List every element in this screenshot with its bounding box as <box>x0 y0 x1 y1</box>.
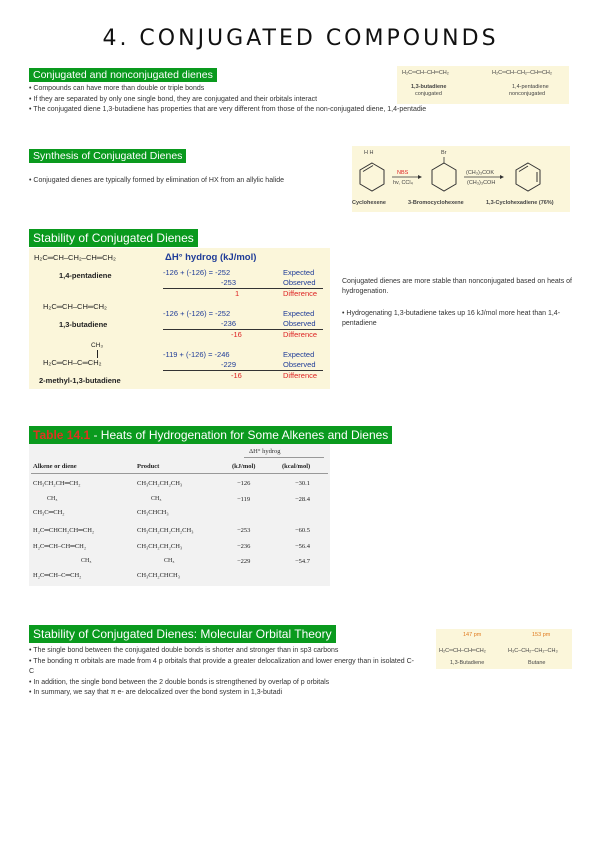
row3-alkene: H₂C═CHCH₂CH═CH₂ <box>33 527 95 534</box>
row2-kj: −119 <box>237 496 251 503</box>
enthalpy-block-3 <box>163 350 329 381</box>
difference-value: 1 <box>235 289 240 298</box>
col-alkene: Alkene or diene <box>33 463 77 470</box>
bond-length-figure <box>436 629 572 669</box>
section-heading-conjugated-dienes: Conjugated and nonconjugated dienes <box>29 68 217 82</box>
difference-label: Difference <box>283 371 318 380</box>
arrow-head-2 <box>500 175 504 179</box>
observed-value: -229 <box>221 360 237 369</box>
observed-label: Observed <box>283 319 316 328</box>
row4-kcal: −56.4 <box>295 543 311 550</box>
butadiene-structure: H₂C═CH–CH═CH₂ <box>402 70 449 76</box>
diene-comparison-figure <box>397 66 569 104</box>
butadiene-name: 1,3-butadiene <box>411 84 447 90</box>
s5-bullet: • The bonding π orbitals are made from 4 p orbitals that provide a greater delocalization and lower energy than in isolated C-C <box>29 657 419 678</box>
col-kj: (kJ/mol) <box>232 463 256 470</box>
cyclohexadiene-name: 1,3-Cyclohexadiene (76%) <box>486 200 554 206</box>
section-heading-mo-theory: Stability of Conjugated Dienes: Molecular Orbital Theory <box>29 625 336 643</box>
row1-product: CH₃CH₂CH₂CH₃ <box>137 480 183 487</box>
expected-calc: -126 + (-126) = -252 <box>163 268 231 277</box>
row4-kj: −236 <box>237 543 251 550</box>
diene-double-bond-1 <box>519 166 528 172</box>
isoprene-name: 2-methyl-1,3-butadiene <box>39 376 121 385</box>
methyl-group: CH₃ <box>91 342 104 349</box>
row2-product-methyl: CH₃ <box>151 496 162 502</box>
row2-kcal: −28.4 <box>295 496 311 503</box>
header-bottom-rule <box>31 473 328 474</box>
stability-note: • Hydrogenating 1,3-butadiene takes up 16 kJ/mol more heat than 1,4-pentadiene <box>342 310 561 327</box>
bromine-label: Br <box>441 150 447 156</box>
butane-bond-length: 153 pm <box>532 632 551 638</box>
difference-label: Difference <box>283 289 318 298</box>
butane-name: Butane <box>528 660 546 666</box>
butadiene-structure: H₂C═CH–CH═CH₂ <box>43 302 107 311</box>
pentadiene-structure: H₂C═CH–CH₂–CH═CH₂ <box>34 253 116 262</box>
pentadiene-name: 1,4-pentadiene <box>512 84 549 90</box>
s1-bullet: • The conjugated diene 1,3-butadiene has properties that are very different from those of the non-conjugated diene, 1,4-pentadie <box>29 105 509 116</box>
row2-alkene: CH₃C═CH₂ <box>33 509 65 516</box>
s1-bullet: • Compounds can have more than double or triple bonds <box>29 84 509 95</box>
enthalpy-block-1 <box>163 268 329 299</box>
row5-product: CH₃CH₂CHCH₃ <box>137 572 180 579</box>
synthesis-reaction-figure <box>352 146 570 212</box>
row1-kcal: −30.1 <box>295 480 311 487</box>
page-title: 4. CONJUGATED COMPOUNDS <box>102 26 499 51</box>
butadiene-name: 1,3-Butadiene <box>450 660 485 666</box>
cyclohexadiene-ring <box>516 163 540 191</box>
expected-label: Expected <box>283 309 315 318</box>
butadiene-name: 1,3-butadiene <box>59 320 108 329</box>
butadiene-bond-length: 147 pm <box>463 632 482 638</box>
row5-kcal: −54.7 <box>295 558 311 565</box>
pentadiene-structure: H₂C═CH–CH₂–CH═CH₂ <box>492 70 553 76</box>
s5-bullet: • The single bond between the conjugated double bonds is shorter and stronger than in sp3 carbons <box>29 646 419 657</box>
pentadiene-name: 1,4-pentadiene <box>59 271 112 280</box>
section-heading-table-14-1 <box>29 426 392 444</box>
stability-figure <box>29 248 330 389</box>
difference-value: -16 <box>231 371 242 380</box>
row2-methyl: CH₃ <box>47 496 58 502</box>
s2-bullet-list <box>29 176 349 187</box>
s5-bullet-list <box>29 646 419 699</box>
bromocyclohexene-name: 3-Bromocyclohexene <box>408 200 464 206</box>
reagent-base: (CH₃)₃COK <box>466 170 495 176</box>
hydrogenation-table-panel <box>29 444 330 586</box>
row4-product: CH₃CH₂CH₂CH₃ <box>137 543 183 550</box>
butane-structure: H₃C–CH₂–CH₂–CH₃ <box>508 648 558 654</box>
butadiene-structure: H₂C═CH–CH═CH₂ <box>439 648 486 654</box>
expected-label: Expected <box>283 350 315 359</box>
reagent-conditions-1: hv, CCl₄ <box>393 180 413 186</box>
difference-label: Difference <box>283 330 318 339</box>
observed-value: -253 <box>221 278 237 287</box>
row3-kcal: −60.5 <box>295 527 311 534</box>
observed-label: Observed <box>283 278 316 287</box>
cyclohexene-double-bond <box>363 166 373 172</box>
methyl-bond <box>97 350 98 358</box>
row1-kj: −126 <box>237 480 251 487</box>
row3-product: CH₃CH₂CH₂CH₂CH₃ <box>137 527 194 534</box>
hydrogen-labels: H H <box>364 150 374 156</box>
row2-product: CH₃CHCH₃ <box>137 509 169 516</box>
bromocyclohexene-ring <box>432 163 456 191</box>
s2-bullet: • Conjugated dienes are typically formed by elimination of HX from an allylic halide <box>29 176 349 187</box>
col-kcal: (kcal/mol) <box>282 463 311 470</box>
table-dh-header: ΔH° hydrog <box>249 448 281 455</box>
s1-bullet: • If they are separated by only one single bond, they are conjugated and their orbitals interact <box>29 95 509 106</box>
pentadiene-type: nonconjugated <box>509 91 546 97</box>
expected-calc: -126 + (-126) = -252 <box>163 309 231 318</box>
enthalpy-header: ΔH° hydrog (kJ/mol) <box>165 252 257 263</box>
isoprene-structure: H₂C═CH–C═CH₂ <box>43 358 102 367</box>
row5-kj: −229 <box>237 558 251 565</box>
header-rule <box>244 457 324 458</box>
s5-bullet: • In summary, we say that π e- are delocalized over the bond system in 1,3-butadi <box>29 688 419 699</box>
butadiene-type: conjugated <box>415 91 442 97</box>
observed-label: Observed <box>283 360 316 369</box>
cyclohexene-name: Cyclohexene <box>352 200 386 206</box>
difference-value: -16 <box>231 330 242 339</box>
row4-alkene: H₂C═CH–CH═CH₂ <box>33 543 87 550</box>
table-title: - Heats of Hydrogenation for Some Alkenes and Dienes <box>90 428 389 442</box>
section-heading-synthesis: Synthesis of Conjugated Dienes <box>29 149 186 163</box>
row1-alkene: CH₃CH₂CH═CH₂ <box>33 480 81 487</box>
cyclohexene-ring <box>360 163 384 191</box>
row5-methyl: CH₃ <box>81 558 92 564</box>
arrow-head-1 <box>418 175 422 179</box>
s5-bullet: • In addition, the single bond between the 2 double bonds is strengthened by overlap of p orbitals <box>29 678 419 689</box>
row5-product-methyl: CH₃ <box>164 558 175 564</box>
section-heading-stability: Stability of Conjugated Dienes <box>29 229 198 247</box>
stability-explanation: Conjugated dienes are more stable than nonconjugated based on heats of hydrogenation. <box>342 278 573 295</box>
reagent-solvent: (CH₃)₃COH <box>467 180 496 186</box>
enthalpy-block-2 <box>163 309 329 340</box>
row3-kj: −253 <box>237 527 251 534</box>
table-number: Table 14.1 <box>33 428 91 442</box>
observed-value: -236 <box>221 319 237 328</box>
reagent-nbs: NBS <box>397 170 409 176</box>
expected-label: Expected <box>283 268 315 277</box>
row5-alkene: H₂C═CH–C═CH₂ <box>33 572 82 579</box>
expected-calc: -119 + (-126) = -246 <box>163 350 230 359</box>
col-product: Product <box>137 463 160 470</box>
